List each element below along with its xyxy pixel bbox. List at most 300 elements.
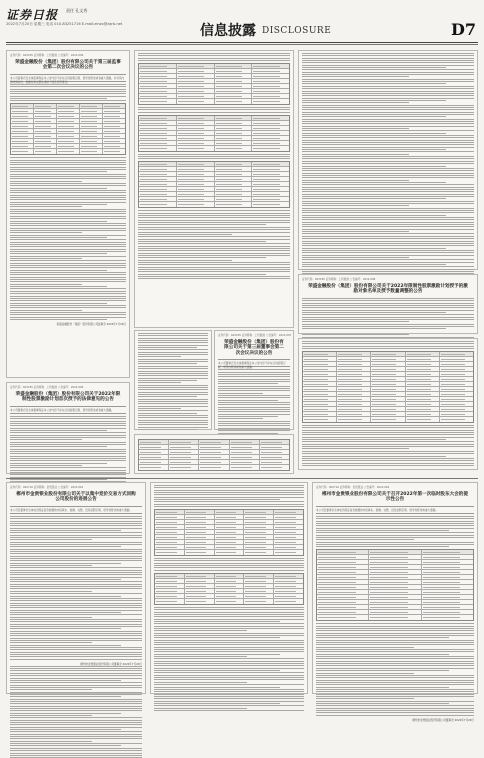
text-line bbox=[10, 260, 126, 261]
text-line bbox=[10, 614, 142, 615]
text-line bbox=[218, 388, 290, 389]
text-line bbox=[302, 215, 446, 216]
text-line bbox=[302, 430, 474, 431]
text-line bbox=[316, 703, 449, 704]
text-line bbox=[138, 220, 290, 221]
text-line bbox=[10, 303, 107, 304]
table-cell bbox=[139, 202, 177, 207]
table-cell bbox=[440, 362, 473, 366]
text-line bbox=[10, 428, 126, 429]
text-line bbox=[10, 218, 126, 219]
table-cell bbox=[215, 197, 253, 201]
table-cell bbox=[34, 109, 57, 113]
data-table bbox=[316, 549, 474, 621]
text-line bbox=[154, 565, 304, 566]
table-cell bbox=[317, 600, 369, 604]
table-cell bbox=[215, 131, 253, 135]
table-cell bbox=[177, 141, 215, 145]
table-cell bbox=[185, 530, 215, 534]
table-cell bbox=[317, 615, 369, 620]
table-cell bbox=[199, 455, 229, 459]
section-title: 信息披露 bbox=[200, 23, 256, 39]
table-cell bbox=[230, 445, 260, 449]
section-rule bbox=[6, 478, 478, 479]
table-cell bbox=[406, 377, 440, 381]
text-line bbox=[138, 373, 208, 374]
table-cell bbox=[252, 64, 289, 68]
text-line bbox=[10, 631, 142, 632]
table-cell bbox=[317, 575, 369, 579]
table-cell bbox=[252, 172, 289, 176]
text-line bbox=[10, 607, 142, 608]
text-line bbox=[302, 191, 474, 192]
table-row bbox=[155, 599, 303, 604]
table-cell bbox=[139, 116, 177, 120]
text-line bbox=[10, 84, 126, 85]
text-line bbox=[302, 224, 474, 225]
text-line bbox=[10, 628, 121, 629]
table-cell bbox=[80, 109, 103, 113]
table-cell bbox=[215, 515, 245, 519]
text-line bbox=[138, 422, 208, 423]
text-line bbox=[316, 640, 474, 641]
text-line bbox=[316, 708, 474, 709]
text-line bbox=[316, 637, 449, 638]
text-line bbox=[302, 233, 474, 234]
article-meta: 证券代码：603185 证券简称：上机数控 公告编号：2022-096 bbox=[10, 54, 84, 57]
text-line bbox=[10, 523, 142, 524]
table-cell bbox=[155, 594, 185, 598]
text-line bbox=[316, 518, 474, 519]
text-line bbox=[10, 162, 126, 163]
text-line bbox=[154, 710, 304, 711]
table-cell bbox=[103, 124, 125, 128]
text-line bbox=[154, 609, 304, 610]
text-line bbox=[302, 312, 446, 313]
text-line bbox=[302, 255, 474, 256]
table-cell bbox=[274, 515, 303, 519]
table-cell bbox=[406, 412, 440, 416]
article-body bbox=[154, 558, 304, 571]
text-line bbox=[316, 680, 474, 681]
text-line bbox=[10, 553, 142, 554]
text-line bbox=[10, 223, 126, 224]
text-line bbox=[154, 558, 304, 559]
text-line bbox=[10, 591, 92, 592]
table-cell bbox=[371, 407, 405, 411]
table-cell bbox=[155, 589, 185, 593]
table-cell bbox=[252, 197, 289, 201]
text-line bbox=[316, 712, 474, 713]
text-line bbox=[302, 245, 474, 246]
text-line bbox=[138, 399, 208, 400]
text-line bbox=[138, 408, 181, 409]
text-line bbox=[302, 98, 474, 99]
text-line bbox=[10, 206, 82, 207]
table-cell bbox=[244, 584, 274, 588]
table-cell bbox=[139, 197, 177, 201]
text-line bbox=[10, 525, 142, 526]
table-cell bbox=[244, 540, 274, 544]
text-line bbox=[302, 328, 446, 329]
table-cell bbox=[337, 407, 371, 411]
text-line bbox=[10, 560, 142, 561]
text-line bbox=[154, 661, 304, 662]
text-line bbox=[218, 423, 290, 424]
table-cell bbox=[317, 610, 369, 614]
text-line bbox=[302, 219, 474, 220]
text-line bbox=[10, 221, 107, 222]
text-line bbox=[10, 755, 142, 756]
text-line bbox=[302, 317, 474, 318]
text-line bbox=[10, 577, 142, 578]
text-line bbox=[10, 544, 142, 545]
table-cell bbox=[57, 119, 80, 123]
text-line bbox=[138, 234, 232, 235]
text-line bbox=[10, 300, 126, 301]
text-line bbox=[154, 672, 304, 673]
table-cell bbox=[260, 440, 289, 444]
table-cell bbox=[139, 84, 177, 88]
text-line bbox=[138, 278, 290, 279]
table-cell bbox=[215, 172, 253, 176]
text-line bbox=[302, 67, 446, 68]
text-line bbox=[10, 675, 142, 676]
text-line bbox=[302, 69, 474, 70]
table-cell bbox=[303, 377, 337, 381]
text-line bbox=[154, 640, 304, 641]
table-cell bbox=[230, 460, 260, 464]
table-cell bbox=[244, 550, 274, 555]
text-line bbox=[138, 352, 208, 353]
table-cell bbox=[274, 510, 303, 514]
table-cell bbox=[177, 187, 215, 191]
text-line bbox=[316, 689, 474, 690]
table-cell bbox=[155, 550, 185, 555]
text-line bbox=[154, 654, 280, 655]
text-line bbox=[10, 633, 142, 634]
text-line bbox=[10, 237, 107, 238]
table-cell bbox=[317, 595, 369, 599]
text-line bbox=[302, 187, 474, 188]
article-body bbox=[302, 425, 474, 466]
article-body bbox=[316, 623, 474, 715]
text-line bbox=[10, 232, 82, 233]
text-line bbox=[154, 501, 304, 502]
text-line bbox=[138, 349, 208, 350]
article-body bbox=[154, 485, 304, 507]
table-cell bbox=[406, 397, 440, 401]
masthead bbox=[0, 0, 484, 44]
data-table bbox=[138, 161, 290, 208]
text-line bbox=[138, 154, 290, 155]
table-cell bbox=[139, 146, 177, 151]
table-cell bbox=[215, 74, 253, 78]
table-cell bbox=[274, 579, 303, 583]
text-line bbox=[10, 710, 142, 711]
table-cell bbox=[440, 392, 473, 396]
data-table bbox=[302, 351, 474, 423]
table-cell bbox=[215, 187, 253, 191]
text-line bbox=[302, 91, 474, 92]
table-cell bbox=[260, 455, 289, 459]
table-cell bbox=[406, 417, 440, 422]
text-line bbox=[10, 298, 126, 299]
table-cell bbox=[185, 574, 215, 578]
table-cell bbox=[230, 440, 260, 444]
table-cell bbox=[303, 367, 337, 371]
text-line bbox=[302, 135, 474, 136]
table-cell bbox=[440, 417, 473, 422]
text-line bbox=[316, 658, 474, 659]
table-cell bbox=[274, 540, 303, 544]
table-cell bbox=[34, 104, 57, 108]
text-line bbox=[10, 556, 142, 557]
text-line bbox=[10, 239, 126, 240]
table-cell bbox=[422, 605, 473, 609]
text-line bbox=[138, 389, 208, 390]
text-line bbox=[302, 95, 474, 96]
table-cell bbox=[103, 129, 125, 133]
article-signoff: 郴州市金贵银业股份有限公司董事会 2022年7月20日 bbox=[412, 718, 474, 722]
table-cell bbox=[303, 382, 337, 386]
text-line bbox=[138, 335, 208, 336]
text-line bbox=[10, 753, 142, 754]
text-line bbox=[302, 133, 446, 134]
text-line bbox=[10, 612, 121, 613]
text-line bbox=[302, 425, 474, 426]
text-line bbox=[10, 183, 126, 184]
table-cell bbox=[371, 382, 405, 386]
table-cell bbox=[57, 124, 80, 128]
text-line bbox=[302, 86, 474, 87]
article-headline: 郴州市金贵银业股份有限公司关于召开2022年第一次临时股东大会的提示性公告 bbox=[321, 492, 468, 503]
text-line bbox=[302, 109, 474, 110]
text-line bbox=[218, 430, 290, 431]
table-cell bbox=[230, 465, 260, 470]
table-cell bbox=[199, 450, 229, 454]
text-line bbox=[316, 644, 474, 645]
table-cell bbox=[369, 570, 421, 574]
table-cell bbox=[422, 575, 473, 579]
text-line bbox=[10, 458, 126, 459]
text-line bbox=[10, 256, 126, 257]
table-cell bbox=[215, 535, 245, 539]
table-cell bbox=[215, 146, 253, 151]
table-cell bbox=[440, 382, 473, 386]
text-line bbox=[302, 217, 474, 218]
text-line bbox=[302, 102, 409, 103]
text-line bbox=[10, 188, 107, 189]
table-cell bbox=[422, 600, 473, 604]
text-line bbox=[154, 708, 247, 709]
table-cell bbox=[274, 525, 303, 529]
table-cell bbox=[244, 599, 274, 604]
text-line bbox=[10, 164, 126, 165]
table-cell bbox=[371, 357, 405, 361]
table-cell bbox=[177, 167, 215, 171]
text-line bbox=[154, 701, 304, 702]
table-cell bbox=[169, 455, 199, 459]
table-cell bbox=[244, 520, 274, 524]
text-line bbox=[154, 698, 304, 699]
article-body bbox=[138, 53, 290, 61]
table-cell bbox=[169, 440, 199, 444]
text-line bbox=[10, 185, 126, 186]
table-cell bbox=[252, 131, 289, 135]
table-cell bbox=[215, 94, 253, 98]
text-line bbox=[302, 231, 409, 232]
text-line bbox=[154, 649, 304, 650]
text-line bbox=[316, 537, 474, 538]
article-table-right bbox=[298, 338, 478, 470]
text-line bbox=[302, 448, 409, 449]
table-cell bbox=[303, 362, 337, 366]
text-line bbox=[10, 310, 82, 311]
table-cell bbox=[252, 116, 289, 120]
text-line bbox=[10, 619, 142, 620]
table-cell bbox=[139, 440, 169, 444]
text-line bbox=[10, 195, 126, 196]
table-cell bbox=[139, 187, 177, 191]
table-cell bbox=[139, 94, 177, 98]
table-cell bbox=[317, 560, 369, 564]
text-line bbox=[218, 414, 290, 415]
text-line bbox=[138, 347, 197, 348]
article-body bbox=[154, 607, 304, 711]
text-line bbox=[302, 314, 474, 315]
text-line bbox=[154, 679, 304, 680]
text-line bbox=[302, 203, 474, 204]
text-line bbox=[302, 147, 474, 148]
text-line bbox=[218, 428, 290, 429]
text-line bbox=[316, 665, 474, 666]
text-line bbox=[10, 649, 142, 650]
table-cell bbox=[177, 126, 215, 130]
text-line bbox=[10, 319, 107, 320]
text-line bbox=[138, 366, 208, 367]
table-cell bbox=[369, 555, 421, 559]
text-line bbox=[10, 467, 126, 468]
table-cell bbox=[139, 162, 177, 166]
text-line bbox=[302, 458, 474, 459]
text-line bbox=[316, 635, 474, 636]
text-line bbox=[138, 55, 290, 56]
data-table bbox=[154, 573, 304, 605]
text-line bbox=[302, 236, 474, 237]
text-line bbox=[10, 535, 142, 536]
table-cell bbox=[422, 560, 473, 564]
table-cell bbox=[80, 119, 103, 123]
article-notice: 本公司监事会及全体监事保证本公告内容不存在任何虚假记载、误导性陈述或者重大遗漏，并对其内容的真实性、准确性和完整性承担个别及连带责任。 bbox=[10, 74, 126, 82]
text-line bbox=[154, 492, 304, 493]
text-line bbox=[138, 215, 290, 216]
table-cell bbox=[317, 570, 369, 574]
table-cell bbox=[371, 377, 405, 381]
table-row bbox=[155, 550, 303, 555]
table-cell bbox=[169, 460, 199, 464]
table-cell bbox=[177, 131, 215, 135]
text-line bbox=[302, 264, 446, 265]
table-cell bbox=[252, 74, 289, 78]
text-line bbox=[10, 617, 92, 618]
table-cell bbox=[80, 139, 103, 143]
text-line bbox=[138, 380, 197, 381]
table-cell bbox=[337, 392, 371, 396]
text-line bbox=[10, 274, 126, 275]
text-line bbox=[10, 748, 142, 749]
article-table-bottom-mid bbox=[150, 482, 308, 694]
table-cell bbox=[11, 139, 34, 143]
text-line bbox=[218, 397, 290, 398]
table-cell bbox=[155, 574, 185, 578]
table-cell bbox=[406, 372, 440, 376]
text-line bbox=[10, 199, 126, 200]
table-cell bbox=[139, 69, 177, 73]
table-cell bbox=[252, 177, 289, 181]
table-cell bbox=[252, 99, 289, 104]
text-line bbox=[302, 189, 474, 190]
text-line bbox=[302, 334, 409, 335]
text-line bbox=[302, 348, 474, 349]
article-body bbox=[138, 107, 290, 113]
table-cell bbox=[244, 535, 274, 539]
text-line bbox=[316, 661, 474, 662]
text-line bbox=[316, 633, 474, 634]
table-cell bbox=[406, 367, 440, 371]
text-line bbox=[10, 293, 126, 294]
text-line bbox=[10, 528, 142, 529]
table-cell bbox=[252, 69, 289, 73]
text-line bbox=[154, 621, 280, 622]
text-line bbox=[218, 383, 278, 384]
text-line bbox=[10, 736, 142, 737]
text-line bbox=[218, 409, 290, 410]
table-cell bbox=[440, 412, 473, 416]
table-cell bbox=[252, 94, 289, 98]
text-line bbox=[138, 262, 290, 263]
text-line bbox=[154, 675, 304, 676]
text-line bbox=[10, 570, 142, 571]
newspaper-logo: 证券日报 bbox=[6, 8, 59, 22]
text-line bbox=[10, 209, 126, 210]
table-cell bbox=[274, 599, 303, 604]
table-cell bbox=[57, 129, 80, 133]
text-line bbox=[218, 372, 290, 373]
table-cell bbox=[244, 545, 274, 549]
text-line bbox=[10, 588, 142, 589]
text-line bbox=[10, 656, 142, 657]
text-line bbox=[302, 154, 409, 155]
text-line bbox=[10, 86, 126, 87]
text-line bbox=[10, 687, 142, 688]
text-line bbox=[316, 626, 474, 627]
text-line bbox=[138, 403, 208, 404]
table-cell bbox=[422, 580, 473, 584]
text-line bbox=[154, 668, 304, 669]
table-cell bbox=[177, 192, 215, 196]
table-cell bbox=[303, 407, 337, 411]
article-notice: 本公司董事会及全体董事保证本公告内容不存在任何虚假记载、误导性陈述或者重大遗漏。 bbox=[218, 359, 290, 367]
text-line bbox=[302, 114, 474, 115]
table-cell bbox=[215, 520, 245, 524]
text-line bbox=[138, 246, 290, 247]
table-cell bbox=[406, 352, 440, 356]
text-line bbox=[10, 546, 121, 547]
table-cell bbox=[139, 79, 177, 83]
text-line bbox=[316, 623, 474, 624]
text-line bbox=[154, 705, 304, 706]
